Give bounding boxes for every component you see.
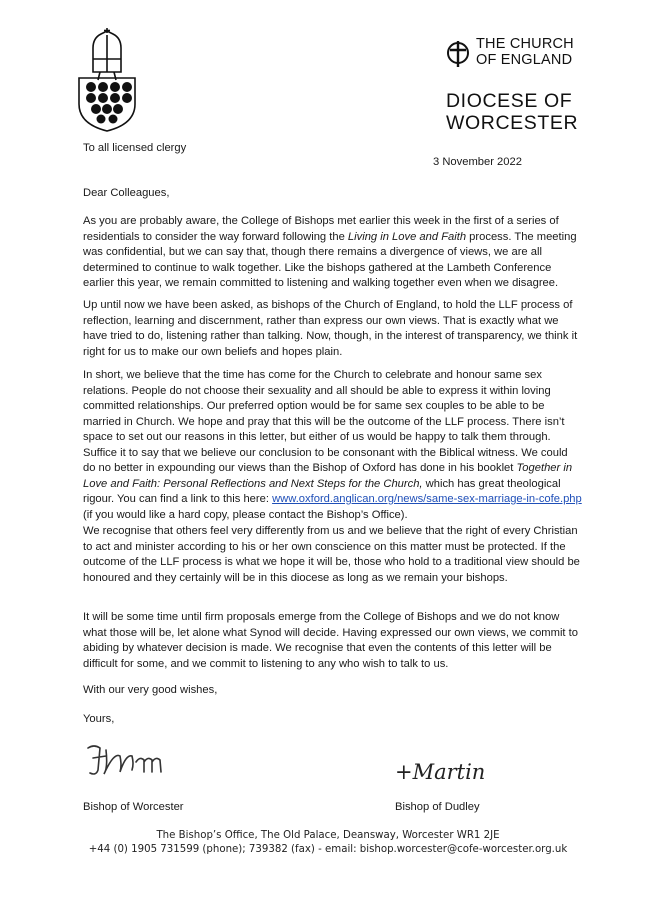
church-logo-block [446, 36, 626, 134]
p3-booklet-title: Together in Love and Faith: Personal Reflections and Next Steps for the Church, [83, 462, 573, 490]
p3-text-a: In short, we believe that the time has come for the Church to celebrate and honour same sex relations. People do not choose their sexuality and all should be able to express it within loving committed relationships. Our preferred option would be for same sex couples to be able to be married in Church. We hope and pray that this will be the outcome of the LLF process. There isn’t space to set out our reasons in this letter, but either of us would be happy to talk them through. Suffice it to say that we believe our conclusion to be consonant with the Biblical witness. We could do no better in expounding our views than the Bishop of Oxford has done in his booklet [83, 369, 568, 474]
church-cross-icon [446, 38, 470, 68]
closing-line: With our very good wishes, [83, 684, 218, 696]
paragraph-3 [83, 368, 583, 523]
church-name [476, 36, 574, 68]
letter-date: 3 November 2022 [433, 156, 522, 168]
bishop-dudley-signature: +Martin [395, 760, 486, 784]
p1-italic-title: Living in Love and Faith [347, 230, 467, 243]
salutation: Dear Colleagues, [83, 187, 170, 199]
mitre-icon [93, 28, 121, 80]
roundels-icon [86, 82, 132, 124]
church-name-line1: THE CHURCH [476, 36, 574, 52]
p3-text-c: which has great theological rigour. You can find a link to this here: [83, 477, 561, 505]
p1-text-c: process. The meeting was confidential, but we can say that, though there remains a divergence of views, we are all determined to continue to walk together. Like the bishops gathered at the Lambeth Conference earlier this year, we remain committed to listening and walking together even when we disagree. [83, 230, 577, 289]
diocese-line1: DIOCESE OF [446, 90, 573, 112]
p3-text-d: (if you would like a hard copy, please contact the Bishop’s Office). [83, 508, 408, 521]
signatory-dudley: Bishop of Dudley [395, 801, 480, 813]
diocese-line2: WORCESTER [446, 112, 579, 134]
paragraph-4: We recognise that others feel very differently from us and we believe that the right of every Christian to act and minister according to his or her own conscience on this matter must be protected. If the outcome of the LLF process is what we hope it will be, those who hold to a traditional view should be honoured and they certainly will be in this diocese as long as we remain your bishops. [83, 525, 580, 584]
church-name-line2: OF ENGLAND [476, 52, 573, 68]
footer-contact: +44 (0) 1905 731599 (phone); 739382 (fax) - email: bishop.worcester@cofe-worcester.org.uk [88, 844, 568, 855]
paragraph-1 [83, 214, 583, 292]
recipient-line: To all licensed clergy [83, 142, 187, 154]
bishop-worcester-signature [84, 740, 170, 778]
diocese-crest-logo [74, 26, 140, 132]
booklet-link[interactable]: www.oxford.anglican.org/news/same-sex-marriage-in-cofe.php [272, 493, 582, 505]
footer-address: The Bishop’s Office, The Old Palace, Deansway, Worcester WR1 2JE [156, 830, 500, 841]
signatory-worcester: Bishop of Worcester [83, 801, 184, 813]
church-of-england-logo [446, 36, 626, 68]
paragraph-2: Up until now we have been asked, as bishops of the Church of England, to hold the LLF process of reflection, learning and discernment, rather than express our own views. That is exactly what we have tried to do, listening rather than talking. Now, though, in the interest of transparency, we think it right for us to make our own beliefs and hopes plain. [83, 299, 578, 358]
diocese-name [446, 90, 626, 134]
p1-text-a: As you are probably aware, the College of Bishops met earlier this week in the first of a series of residentials to consider the way forward following the [83, 215, 559, 243]
paragraph-5: It will be some time until firm proposals emerge from the College of Bishops and we do not know what those will be, let alone what Synod will decide. Having expressed our own views, we commit to abiding by whatever decision is made. We recognise that even the contents of this letter will be difficult for some, and we commit to listening to any who wish to talk to us. [83, 611, 578, 670]
yours-line: Yours, [83, 713, 115, 725]
